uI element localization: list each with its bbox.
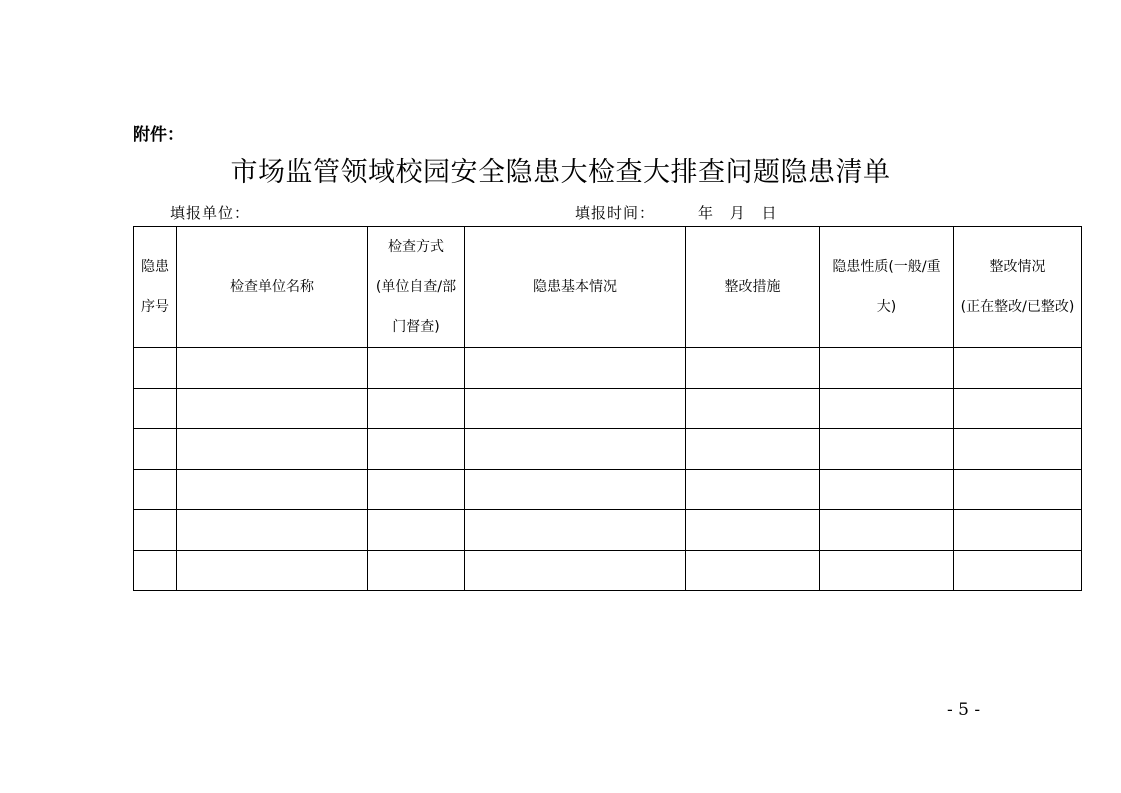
document-title (0, 150, 1121, 189)
table-cell[interactable] (177, 510, 368, 551)
fill-time-label: 填报时间： (575, 204, 656, 222)
table-cell[interactable] (177, 429, 368, 470)
hazard-list-table (133, 226, 1082, 591)
table-cell[interactable] (134, 388, 177, 429)
header-hazard-description (465, 227, 686, 348)
table-row (134, 550, 1082, 591)
header-inspected-unit (177, 227, 368, 348)
table-cell[interactable] (134, 510, 177, 551)
table-cell[interactable] (177, 550, 368, 591)
table-cell[interactable] (134, 550, 177, 591)
header-hazard-number (134, 227, 177, 348)
table-cell[interactable] (686, 348, 820, 389)
header-inspected-unit-text: 检查单位名称 (230, 279, 314, 295)
table-cell[interactable] (954, 388, 1082, 429)
table-body (134, 348, 1082, 591)
table-cell[interactable] (820, 348, 954, 389)
table-row (134, 469, 1082, 510)
table-cell[interactable] (134, 348, 177, 389)
table-cell[interactable] (465, 510, 686, 551)
table-cell[interactable] (177, 348, 368, 389)
header-hazard-severity-text: 隐患性质(一般/重 大) (832, 259, 941, 315)
table-row (134, 429, 1082, 470)
table-cell[interactable] (465, 348, 686, 389)
page-number: - 5 - (947, 700, 981, 720)
table-cell[interactable] (954, 429, 1082, 470)
attachment-label: 附件： (133, 125, 184, 145)
header-inspection-method (368, 227, 465, 348)
table-cell[interactable] (368, 510, 465, 551)
table-cell[interactable] (820, 510, 954, 551)
table-cell[interactable] (954, 510, 1082, 551)
table-row (134, 348, 1082, 389)
table-cell[interactable] (954, 348, 1082, 389)
table-cell[interactable] (686, 388, 820, 429)
table-cell[interactable] (954, 469, 1082, 510)
table-cell[interactable] (820, 469, 954, 510)
table-cell[interactable] (686, 469, 820, 510)
table-row (134, 388, 1082, 429)
table-cell[interactable] (368, 550, 465, 591)
table-cell[interactable] (368, 348, 465, 389)
table-cell[interactable] (465, 469, 686, 510)
table-cell[interactable] (134, 469, 177, 510)
table-cell[interactable] (820, 550, 954, 591)
table-cell[interactable] (686, 429, 820, 470)
table-cell[interactable] (686, 550, 820, 591)
header-rectification-status (954, 227, 1082, 348)
table-row (134, 510, 1082, 551)
header-hazard-description-text: 隐患基本情况 (533, 279, 617, 295)
table-cell[interactable] (177, 388, 368, 429)
table-cell[interactable] (820, 429, 954, 470)
table-cell[interactable] (177, 469, 368, 510)
header-rectification-status-text: 整改情况 (正在整改/已整改) (960, 259, 1075, 315)
table-cell[interactable] (368, 469, 465, 510)
table-cell[interactable] (368, 388, 465, 429)
table-cell[interactable] (368, 429, 465, 470)
document-title-text: 市场监管领域校园安全隐患大检查大排查问题隐患清单 (230, 157, 891, 188)
table-cell[interactable] (134, 429, 177, 470)
fill-date-label: 年 月 日 (698, 204, 778, 222)
table-cell[interactable] (820, 388, 954, 429)
table-cell[interactable] (465, 429, 686, 470)
fill-unit-label: 填报单位： (170, 204, 251, 222)
header-inspection-method-text: 检查方式 (单位自查/部 门督查) (375, 239, 457, 335)
header-hazard-severity (820, 227, 954, 348)
table-cell[interactable] (954, 550, 1082, 591)
header-rectification-measures (686, 227, 820, 348)
header-hazard-number-text: 隐患 序号 (141, 259, 169, 315)
table-cell[interactable] (465, 550, 686, 591)
table-cell[interactable] (686, 510, 820, 551)
table-cell[interactable] (465, 388, 686, 429)
table-header-row (134, 227, 1082, 348)
header-rectification-measures-text: 整改措施 (724, 279, 781, 295)
